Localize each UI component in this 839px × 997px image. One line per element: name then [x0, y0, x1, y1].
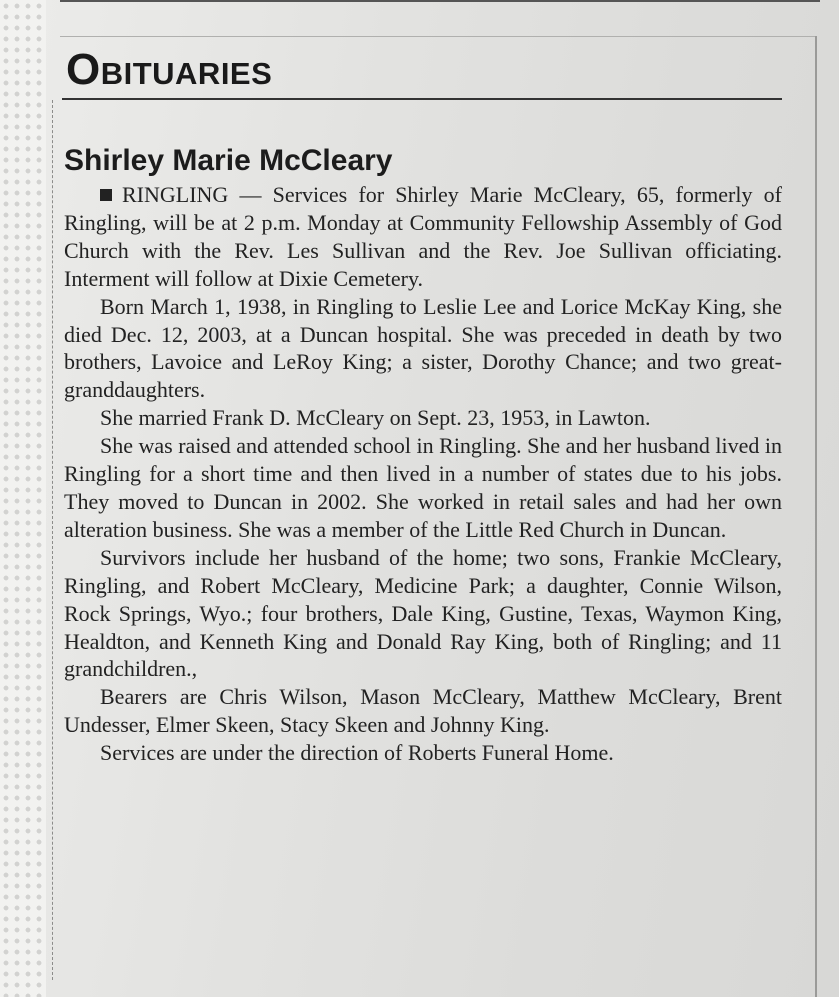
title-rule — [62, 98, 782, 100]
obituary-name: Shirley Marie McCleary — [64, 144, 393, 177]
top-rule — [60, 0, 820, 2]
column-right-edge — [815, 36, 817, 997]
square-bullet-icon — [100, 189, 112, 201]
paragraph-bearers: Bearers are Chris Wilson, Mason McCleary, Matthew McCleary, Brent Undesser, Elmer Skeen, Stacy Skeen and Johnny King. — [64, 684, 782, 738]
paragraph-birth: Born March 1, 1938, in Ringling to Leslie Lee and Lorice McKay King, she died Dec. 12, 2003, at a Duncan hospital. She was preceded in death by two brothers, Lavoice and LeRoy King; a sister, Dorothy Chance; and two great-granddaughters. — [64, 293, 782, 403]
paragraph-funeral-home: Services are under the direction of Roberts Funeral Home. — [100, 740, 614, 766]
obituary-body — [64, 181, 782, 767]
column-top-rule — [60, 36, 816, 37]
paragraph-services: RINGLING — Services for Shirley Marie McCleary, 65, formerly of Ringling, will be at 2 p.m. Monday at Community Fellowship Assembly of God Church with the Rev. Les Sullivan and the Rev. Joe Sullivan officiating. Interment will follow at Dixie Cemetery. — [64, 182, 782, 291]
paragraph-survivors: Survivors include her husband of the home; two sons, Frankie McCleary, Ringling, and Robert McCleary, Medicine Park; a daughter, Connie Wilson, Rock Springs, Wyo.; four brothers, Dale King, Gustine, Texas, Waymon King, Healdton, and Kenneth King and Donald Ray King, both of Ringling; and 11 grandchildren., — [64, 544, 782, 682]
perforated-edge — [0, 0, 46, 997]
paragraph-life: She was raised and attended school in Ringling. She and her husband lived in Ringling for a short time and then lived in a number of states due to his jobs. They moved to Duncan in 2002. She worked in retail sales and had her own alteration business. She was a member of the Little Red Church in Duncan. — [64, 433, 782, 542]
section-title: Obituaries — [66, 45, 273, 94]
paragraph-marriage: She married Frank D. McCleary on Sept. 23, 1953, in Lawton. — [100, 405, 651, 431]
column-left-edge — [52, 100, 54, 980]
